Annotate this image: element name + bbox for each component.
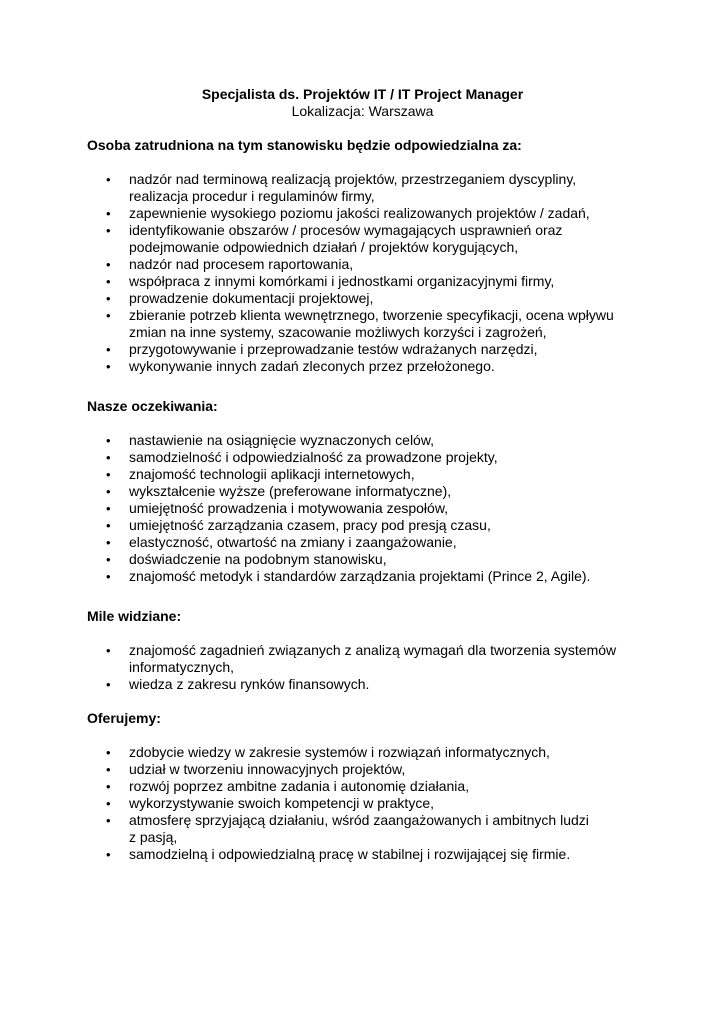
list-item	[0, 205, 725, 222]
list-item-text: znajomość zagadnień związanych z analizą wymagań dla tworzenia systemów informatycznych,	[129, 642, 617, 675]
bullet-icon: •	[106, 223, 111, 238]
list-item-text: wiedza z zakresu rynków finansowych.	[129, 676, 370, 692]
list-item	[0, 466, 725, 483]
bullet-icon: •	[106, 342, 111, 357]
list-item	[0, 846, 725, 863]
list-item-text: współpraca z innymi komórkami i jednostkami organizacyjnymi firmy,	[129, 273, 555, 289]
bullet-icon: •	[106, 569, 111, 584]
expectations-list	[0, 432, 725, 585]
list-item-text: prowadzenie dokumentacji projektowej,	[129, 290, 374, 306]
list-item	[0, 290, 725, 307]
list-item-text: elastyczność, otwartość na zmiany i zaangażowanie,	[129, 534, 457, 550]
list-item-text: znajomość metodyk i standardów zarządzania projektami (Prince 2, Agile).	[129, 568, 591, 584]
section-heading-nice-to-have: Mile widziane:	[87, 608, 182, 624]
list-item-text: nastawienie na osiągnięcie wyznaczonych celów,	[129, 432, 435, 448]
bullet-icon: •	[106, 308, 111, 323]
list-item	[0, 642, 725, 676]
bullet-icon: •	[106, 206, 111, 221]
list-item-text: wykonywanie innych zadań zleconych przez przełożonego.	[129, 358, 495, 374]
bullet-icon: •	[106, 518, 111, 533]
bullet-icon: •	[106, 501, 111, 516]
bullet-icon: •	[106, 484, 111, 499]
list-item-text: doświadczenie na podobnym stanowisku,	[129, 551, 387, 567]
list-item-text: umiejętność prowadzenia i motywowania zespołów,	[129, 500, 449, 516]
list-item	[0, 256, 725, 273]
bullet-icon: •	[106, 745, 111, 760]
list-item-text: zapewnienie wysokiego poziomu jakości realizowanych projektów / zadań,	[129, 205, 590, 221]
list-item	[0, 551, 725, 568]
list-item	[0, 358, 725, 375]
bullet-icon: •	[106, 779, 111, 794]
bullet-icon: •	[106, 762, 111, 777]
job-location: Lokalizacja: Warszawa	[291, 103, 434, 119]
document-header	[0, 86, 725, 120]
list-item	[0, 449, 725, 466]
list-item-text: wykorzystywanie swoich kompetencji w praktyce,	[129, 795, 434, 811]
list-item	[0, 568, 725, 585]
job-title: Specjalista ds. Projektów IT / IT Project Manager	[201, 86, 524, 102]
list-item	[0, 795, 725, 812]
section-heading-offer: Oferujemy:	[87, 710, 161, 726]
bullet-icon: •	[106, 813, 111, 828]
list-item-text: umiejętność zarządzania czasem, pracy pod presją czasu,	[129, 517, 491, 533]
list-item	[0, 273, 725, 290]
list-item	[0, 744, 725, 761]
bullet-icon: •	[106, 535, 111, 550]
section-heading-responsibilities: Osoba zatrudniona na tym stanowisku będzie odpowiedzialna za:	[87, 137, 522, 153]
list-item-text: samodzielność i odpowiedzialność za prowadzone projekty,	[129, 449, 498, 465]
nice-to-have-list	[0, 642, 725, 693]
list-item	[0, 483, 725, 500]
list-item	[0, 432, 725, 449]
list-item	[0, 171, 725, 205]
list-item-text: nadzór nad procesem raportowania,	[129, 256, 354, 272]
bullet-icon: •	[106, 291, 111, 306]
bullet-icon: •	[106, 433, 111, 448]
list-item	[0, 534, 725, 551]
bullet-icon: •	[106, 172, 111, 187]
bullet-icon: •	[106, 677, 111, 692]
list-item	[0, 517, 725, 534]
list-item	[0, 307, 725, 341]
bullet-icon: •	[106, 257, 111, 272]
list-item-text: zdobycie wiedzy w zakresie systemów i rozwiązań informatycznych,	[129, 744, 550, 760]
section-heading-expectations: Nasze oczekiwania:	[87, 398, 218, 414]
list-item-text: identyfikowanie obszarów / procesów wymagających usprawnień oraz podejmowanie odpowiednich działań / projektów korygujących,	[129, 222, 563, 255]
bullet-icon: •	[106, 643, 111, 658]
list-item-text: zbieranie potrzeb klienta wewnętrznego, tworzenie specyfikacji, ocena wpływu zmian na inne systemy, szacowanie możliwych korzyści i zagrożeń,	[129, 307, 614, 340]
bullet-icon: •	[106, 847, 111, 862]
list-item-text: rozwój poprzez ambitne zadania i autonomię działania,	[129, 778, 470, 794]
list-item	[0, 761, 725, 778]
list-item	[0, 500, 725, 517]
list-item-text: samodzielną i odpowiedzialną pracę w stabilnej i rozwijającej się firmie.	[129, 846, 571, 862]
list-item-text: przygotowywanie i przeprowadzanie testów wdrażanych narzędzi,	[129, 341, 538, 357]
responsibilities-list	[0, 171, 725, 375]
list-item	[0, 341, 725, 358]
list-item	[0, 778, 725, 795]
list-item	[0, 812, 725, 846]
bullet-icon: •	[106, 450, 111, 465]
list-item-text: wykształcenie wyższe (preferowane informatyczne),	[129, 483, 452, 499]
bullet-icon: •	[106, 274, 111, 289]
list-item-text: udział w tworzeniu innowacyjnych projektów,	[129, 761, 406, 777]
bullet-icon: •	[106, 467, 111, 482]
bullet-icon: •	[106, 552, 111, 567]
list-item	[0, 676, 725, 693]
list-item-text: atmosferę sprzyjającą działaniu, wśród zaangażowanych i ambitnych ludzi z pasją,	[129, 812, 589, 845]
list-item-text: nadzór nad terminową realizacją projektów, przestrzeganiem dyscypliny, realizacja procedur i regulaminów firmy,	[129, 171, 577, 204]
list-item	[0, 222, 725, 256]
bullet-icon: •	[106, 796, 111, 811]
offer-list	[0, 744, 725, 863]
list-item-text: znajomość technologii aplikacji internetowych,	[129, 466, 415, 482]
bullet-icon: •	[106, 359, 111, 374]
